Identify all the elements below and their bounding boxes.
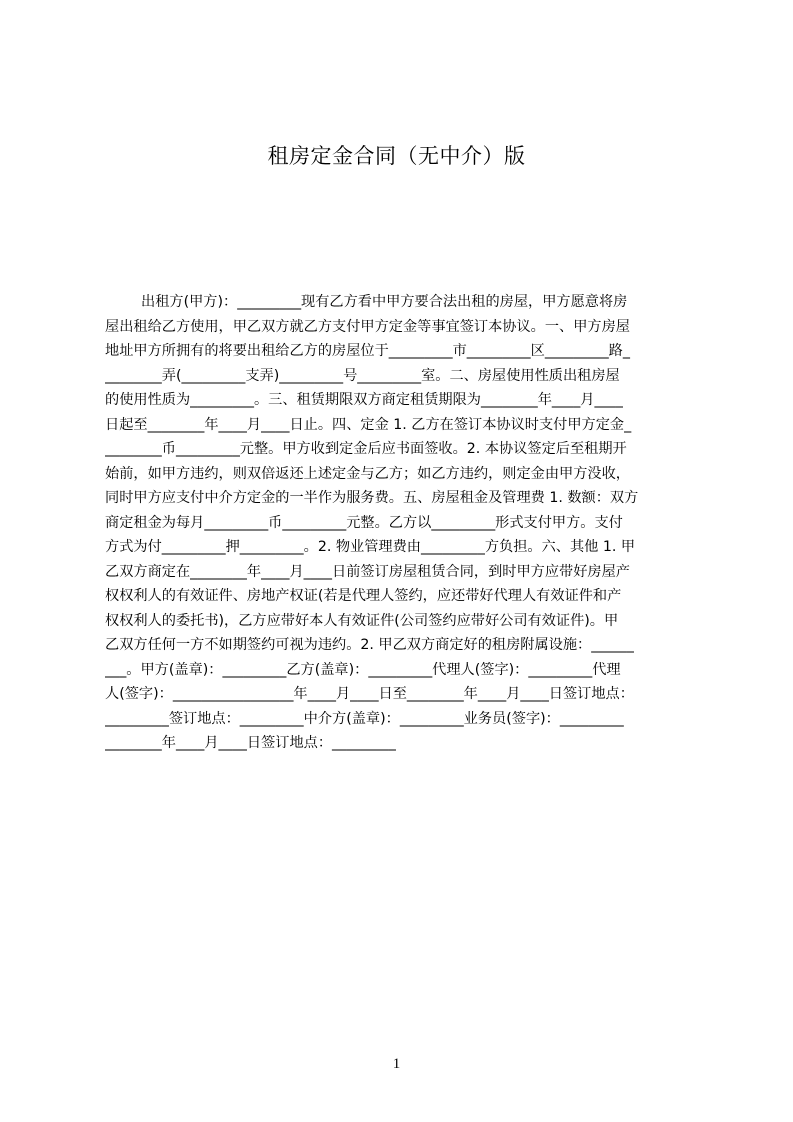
body-line: 的使用性质为_________。三、租赁期限双方商定租赁期限为________年____月____ (105, 392, 623, 408)
body-line: ________弄(_________支弄)_________号_________室。二、房屋使用性质出租房屋 (105, 367, 620, 384)
body-line: ________币_________元整。甲方收到定金后应书面签收。2. 本协议签定后至租期开 (105, 441, 627, 457)
body-line: 日起至________年____月____日止。四、定金 1. 乙方在签订本协议时支付甲方定金_ (105, 416, 632, 433)
body-line: 乙双方任何一方不如期签约可视为违约。2. 甲乙双方商定好的租房附属设施：______ (105, 637, 634, 653)
document-title: 租房定金合同（无中介）版 (267, 144, 526, 168)
body-line: ________年____月____日签订地点：_________ (105, 735, 396, 751)
body-line: ___。甲方(盖章)：_________乙方(盖章)：_________代理人(签字)：_________代理 (105, 661, 621, 678)
body-line: _________签订地点：_________中介方(盖章)：_________业务员(签字)：_________ (105, 710, 624, 727)
body-line: 方式为付_________押_________。2. 物业管理费由_________方负担。六、其他 1. 甲 (105, 539, 636, 555)
body-line: 屋出租给乙方使用，甲乙双方就乙方支付甲方定金等事宜签订本协议。一、甲方房屋 (105, 318, 630, 335)
body-line: 权权利人的有效证件、房地产权证(若是代理人签约，应还带好代理人有效证件和产 (105, 588, 622, 604)
body-line: 始前，如甲方违约，则双倍返还上述定金与乙方；如乙方违约，则定金由甲方没收， (105, 465, 630, 482)
body-line: 地址甲方所拥有的将要出租给乙方的房屋位于_________市_________区_________路_ (105, 343, 630, 359)
body-line: 乙双方商定在________年____月____日前签订房屋租赁合同，到时甲方应带好房屋产 (105, 563, 630, 580)
body-line: 人(签字)：_________________年____月____日至________年____月____日签订地点： (105, 686, 634, 702)
page-number: 1 (392, 1056, 401, 1072)
body-line: 权权利人的委托书)，乙方应带好本人有效证件(公司签约应带好公司有效证件)。甲 (105, 612, 619, 629)
body-line: 同时甲方应支付中介方定金的一半作为服务费。五、房屋租金及管理费 1. 数额：双方 (105, 490, 639, 506)
body-line: 商定租金为每月_________币_________元整。乙方以_________形式支付甲方。支付 (105, 514, 623, 531)
body-line: 出租方(甲方)：_________现有乙方看中甲方要合法出租的房屋，甲方愿意将房 (141, 294, 628, 310)
contract-body (105, 290, 700, 756)
